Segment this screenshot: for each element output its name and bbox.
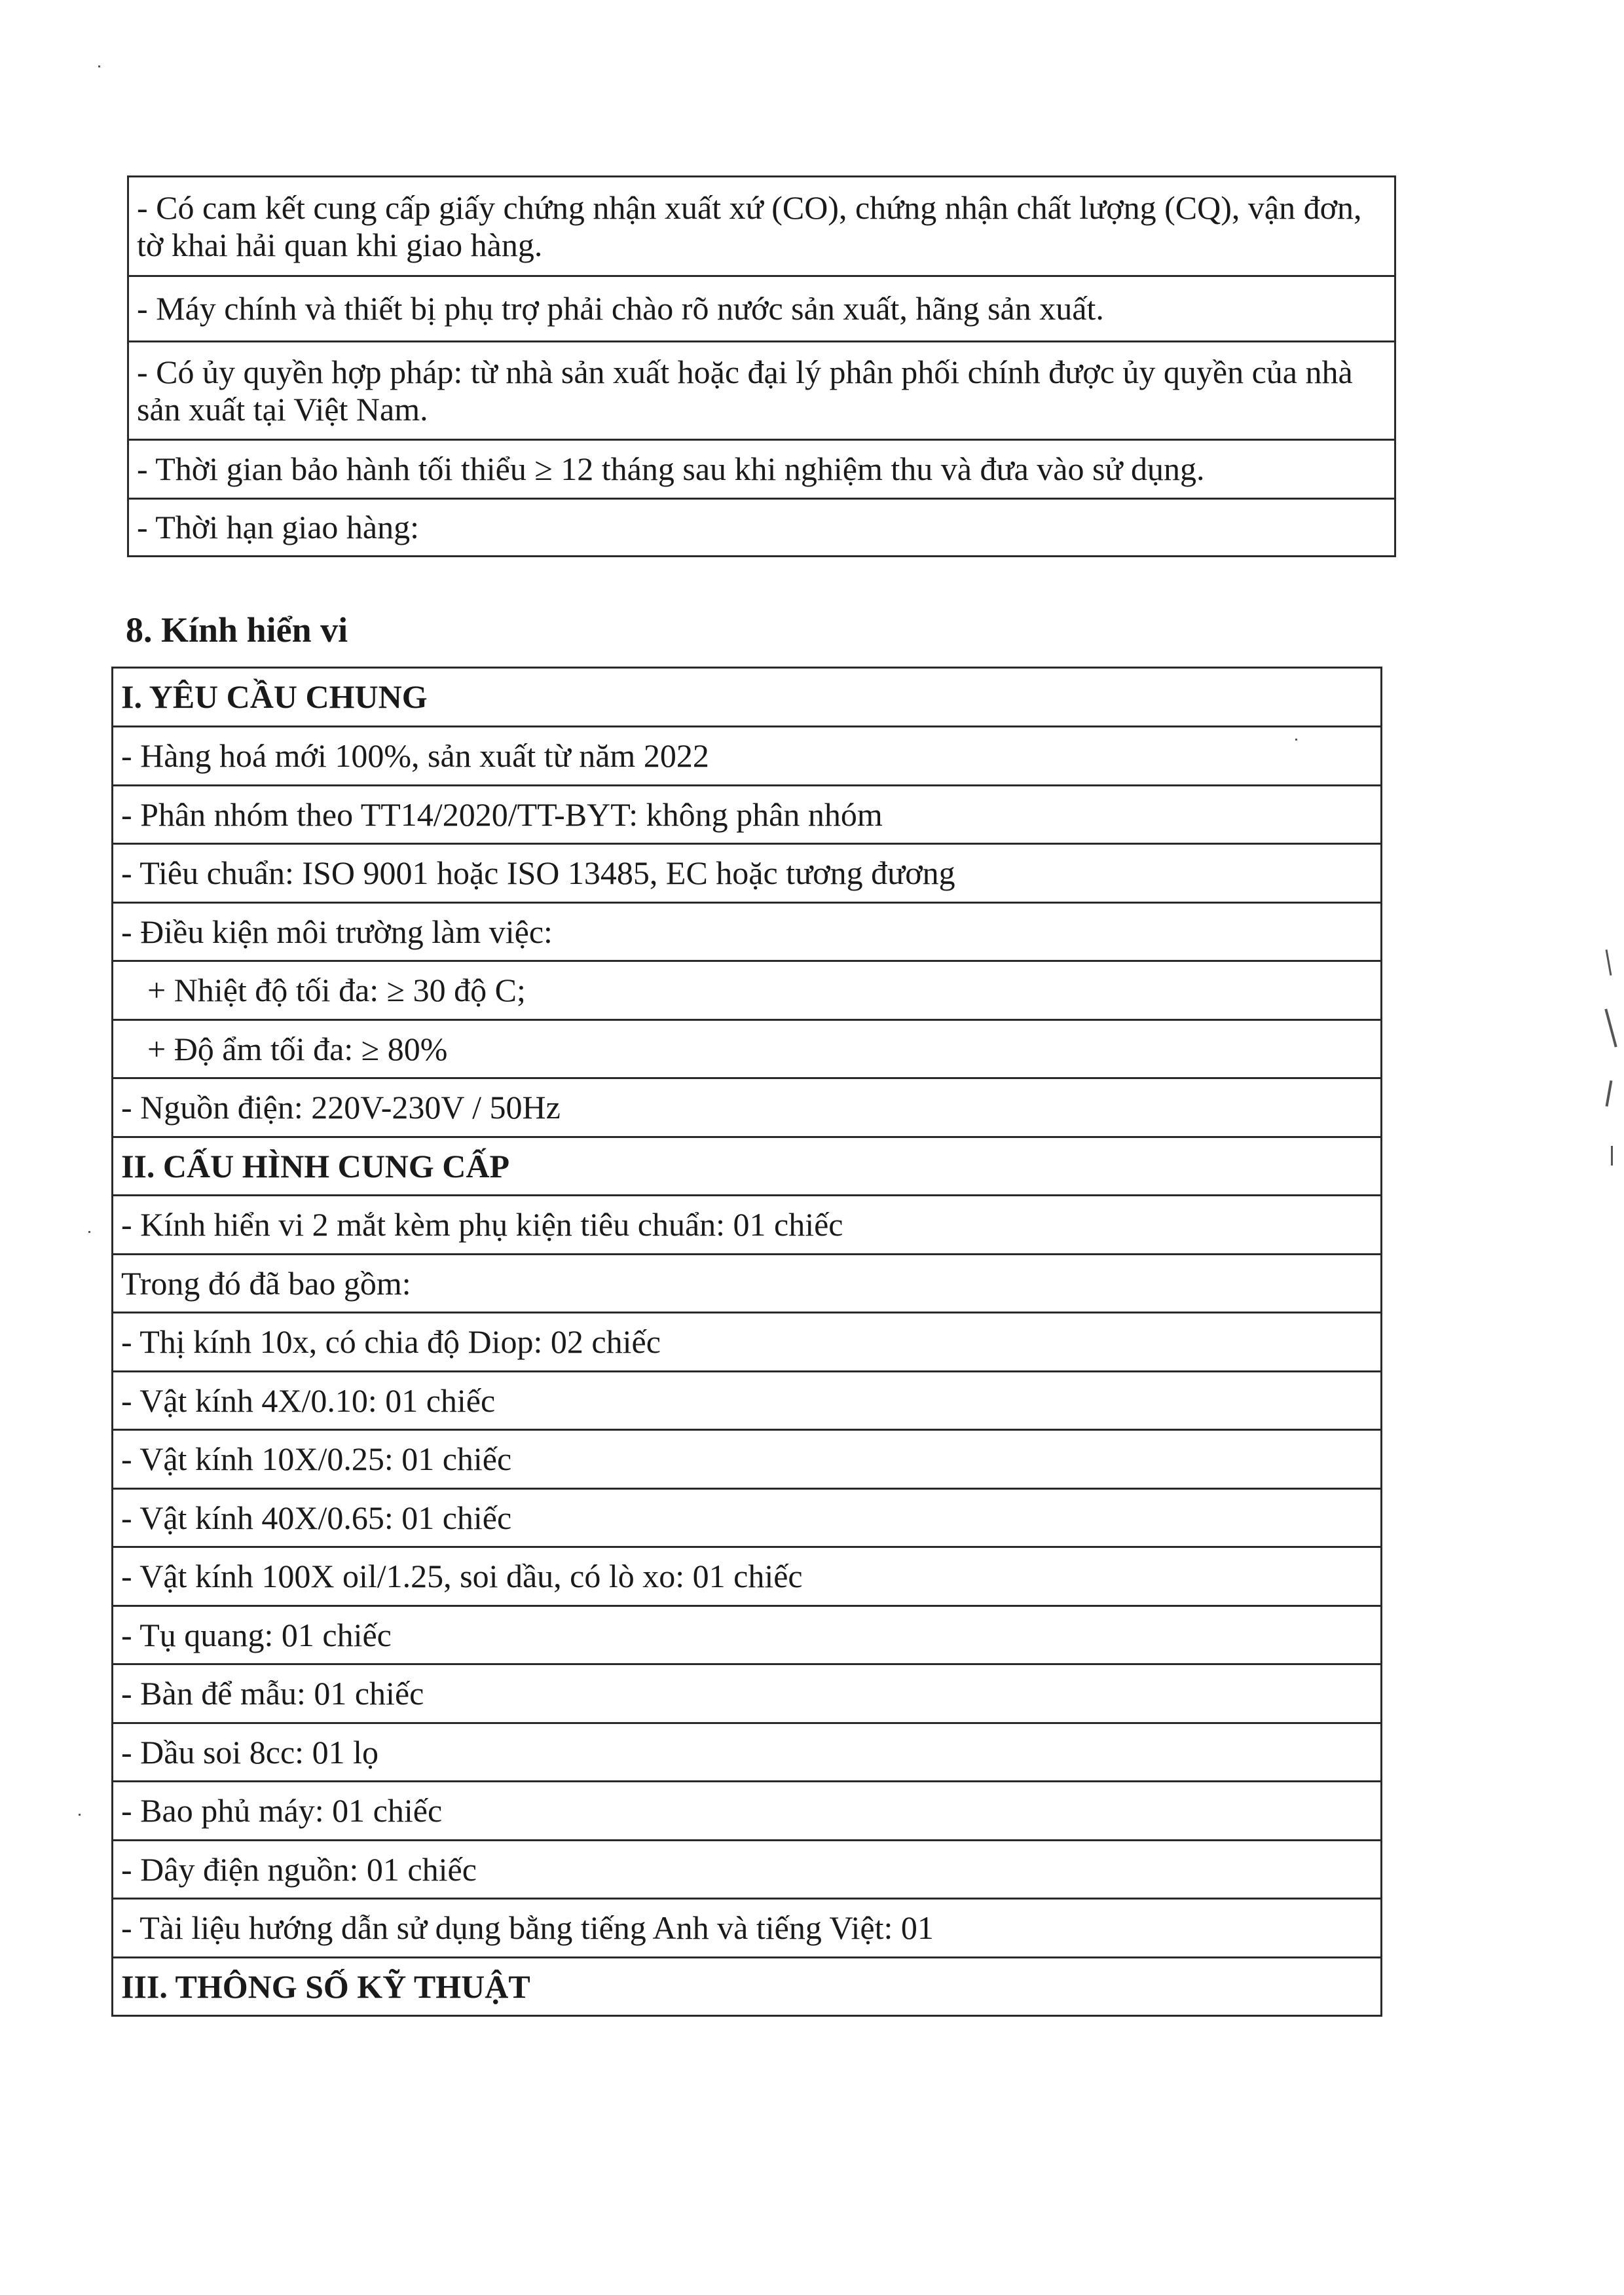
table-row: - Hàng hoá mới 100%, sản xuất từ năm 2022 [113,727,1382,786]
table-row: - Vật kính 4X/0.10: 01 chiếc [113,1372,1382,1430]
table-row: Trong đó đã bao gồm: [113,1255,1382,1313]
scan-speck [1295,739,1297,741]
scan-speck [88,1231,90,1233]
scan-speck [1606,949,1612,976]
scan-speck [1611,1146,1613,1166]
table-row: - Vật kính 10X/0.25: 01 chiếc [113,1430,1382,1489]
table-row: - Thời hạn giao hàng: [128,499,1395,557]
table-row: - Bao phủ máy: 01 chiếc [113,1782,1382,1841]
scan-speck [98,65,100,67]
table-row: - Nguồn điện: 220V-230V / 50Hz [113,1078,1382,1137]
scan-speck [1606,1080,1613,1107]
table-row: - Dầu soi 8cc: 01 lọ [113,1723,1382,1782]
table-row: - Có cam kết cung cấp giấy chứng nhận xuất xứ (CO), chứng nhận chất lượng (CQ), vận đơn, tờ khai hải quan khi giao hàng. [128,177,1395,276]
scan-speck [79,1814,81,1816]
table-row: - Kính hiển vi 2 mắt kèm phụ kiện tiêu chuẩn: 01 chiếc [113,1196,1382,1255]
table-row: - Máy chính và thiết bị phụ trợ phải chào rõ nước sản xuất, hãng sản xuất. [128,276,1395,342]
table-row: - Tụ quang: 01 chiếc [113,1606,1382,1664]
section-heading: 8. Kính hiển vi [126,610,348,650]
table-row: + Độ ẩm tối đa: ≥ 80% [113,1020,1382,1078]
table-row: - Tiêu chuẩn: ISO 9001 hoặc ISO 13485, EC hoặc tương đương [113,844,1382,903]
table-row: - Vật kính 40X/0.65: 01 chiếc [113,1489,1382,1547]
table-row: - Phân nhóm theo TT14/2020/TT-BYT: không phân nhóm [113,786,1382,844]
table-row: - Thời gian bảo hành tối thiểu ≥ 12 tháng sau khi nghiệm thu và đưa vào sử dụng. [128,440,1395,499]
scan-speck [1604,1009,1617,1048]
section-title-specs: III. THÔNG SỐ KỸ THUẬT [113,1958,1382,2016]
requirements-table-continued [127,175,1396,557]
section-title-config: II. CẤU HÌNH CUNG CẤP [113,1137,1382,1196]
table-row: - Tài liệu hướng dẫn sử dụng bằng tiếng Anh và tiếng Việt: 01 [113,1899,1382,1958]
table-row: + Nhiệt độ tối đa: ≥ 30 độ C; [113,961,1382,1020]
table-row: - Bàn để mẫu: 01 chiếc [113,1664,1382,1723]
table-row: - Vật kính 100X oil/1.25, soi dầu, có lò xo: 01 chiếc [113,1547,1382,1606]
microscope-spec-table [111,667,1382,2017]
section-title-general: I. YÊU CẦU CHUNG [113,668,1382,727]
table-row: - Thị kính 10x, có chia độ Diop: 02 chiếc [113,1313,1382,1372]
table-row: - Có ủy quyền hợp pháp: từ nhà sản xuất hoặc đại lý phân phối chính được ủy quyền của nhà sản xuất tại Việt Nam. [128,342,1395,440]
table-row: - Dây điện nguồn: 01 chiếc [113,1841,1382,1899]
table-row: - Điều kiện môi trường làm việc: [113,903,1382,961]
